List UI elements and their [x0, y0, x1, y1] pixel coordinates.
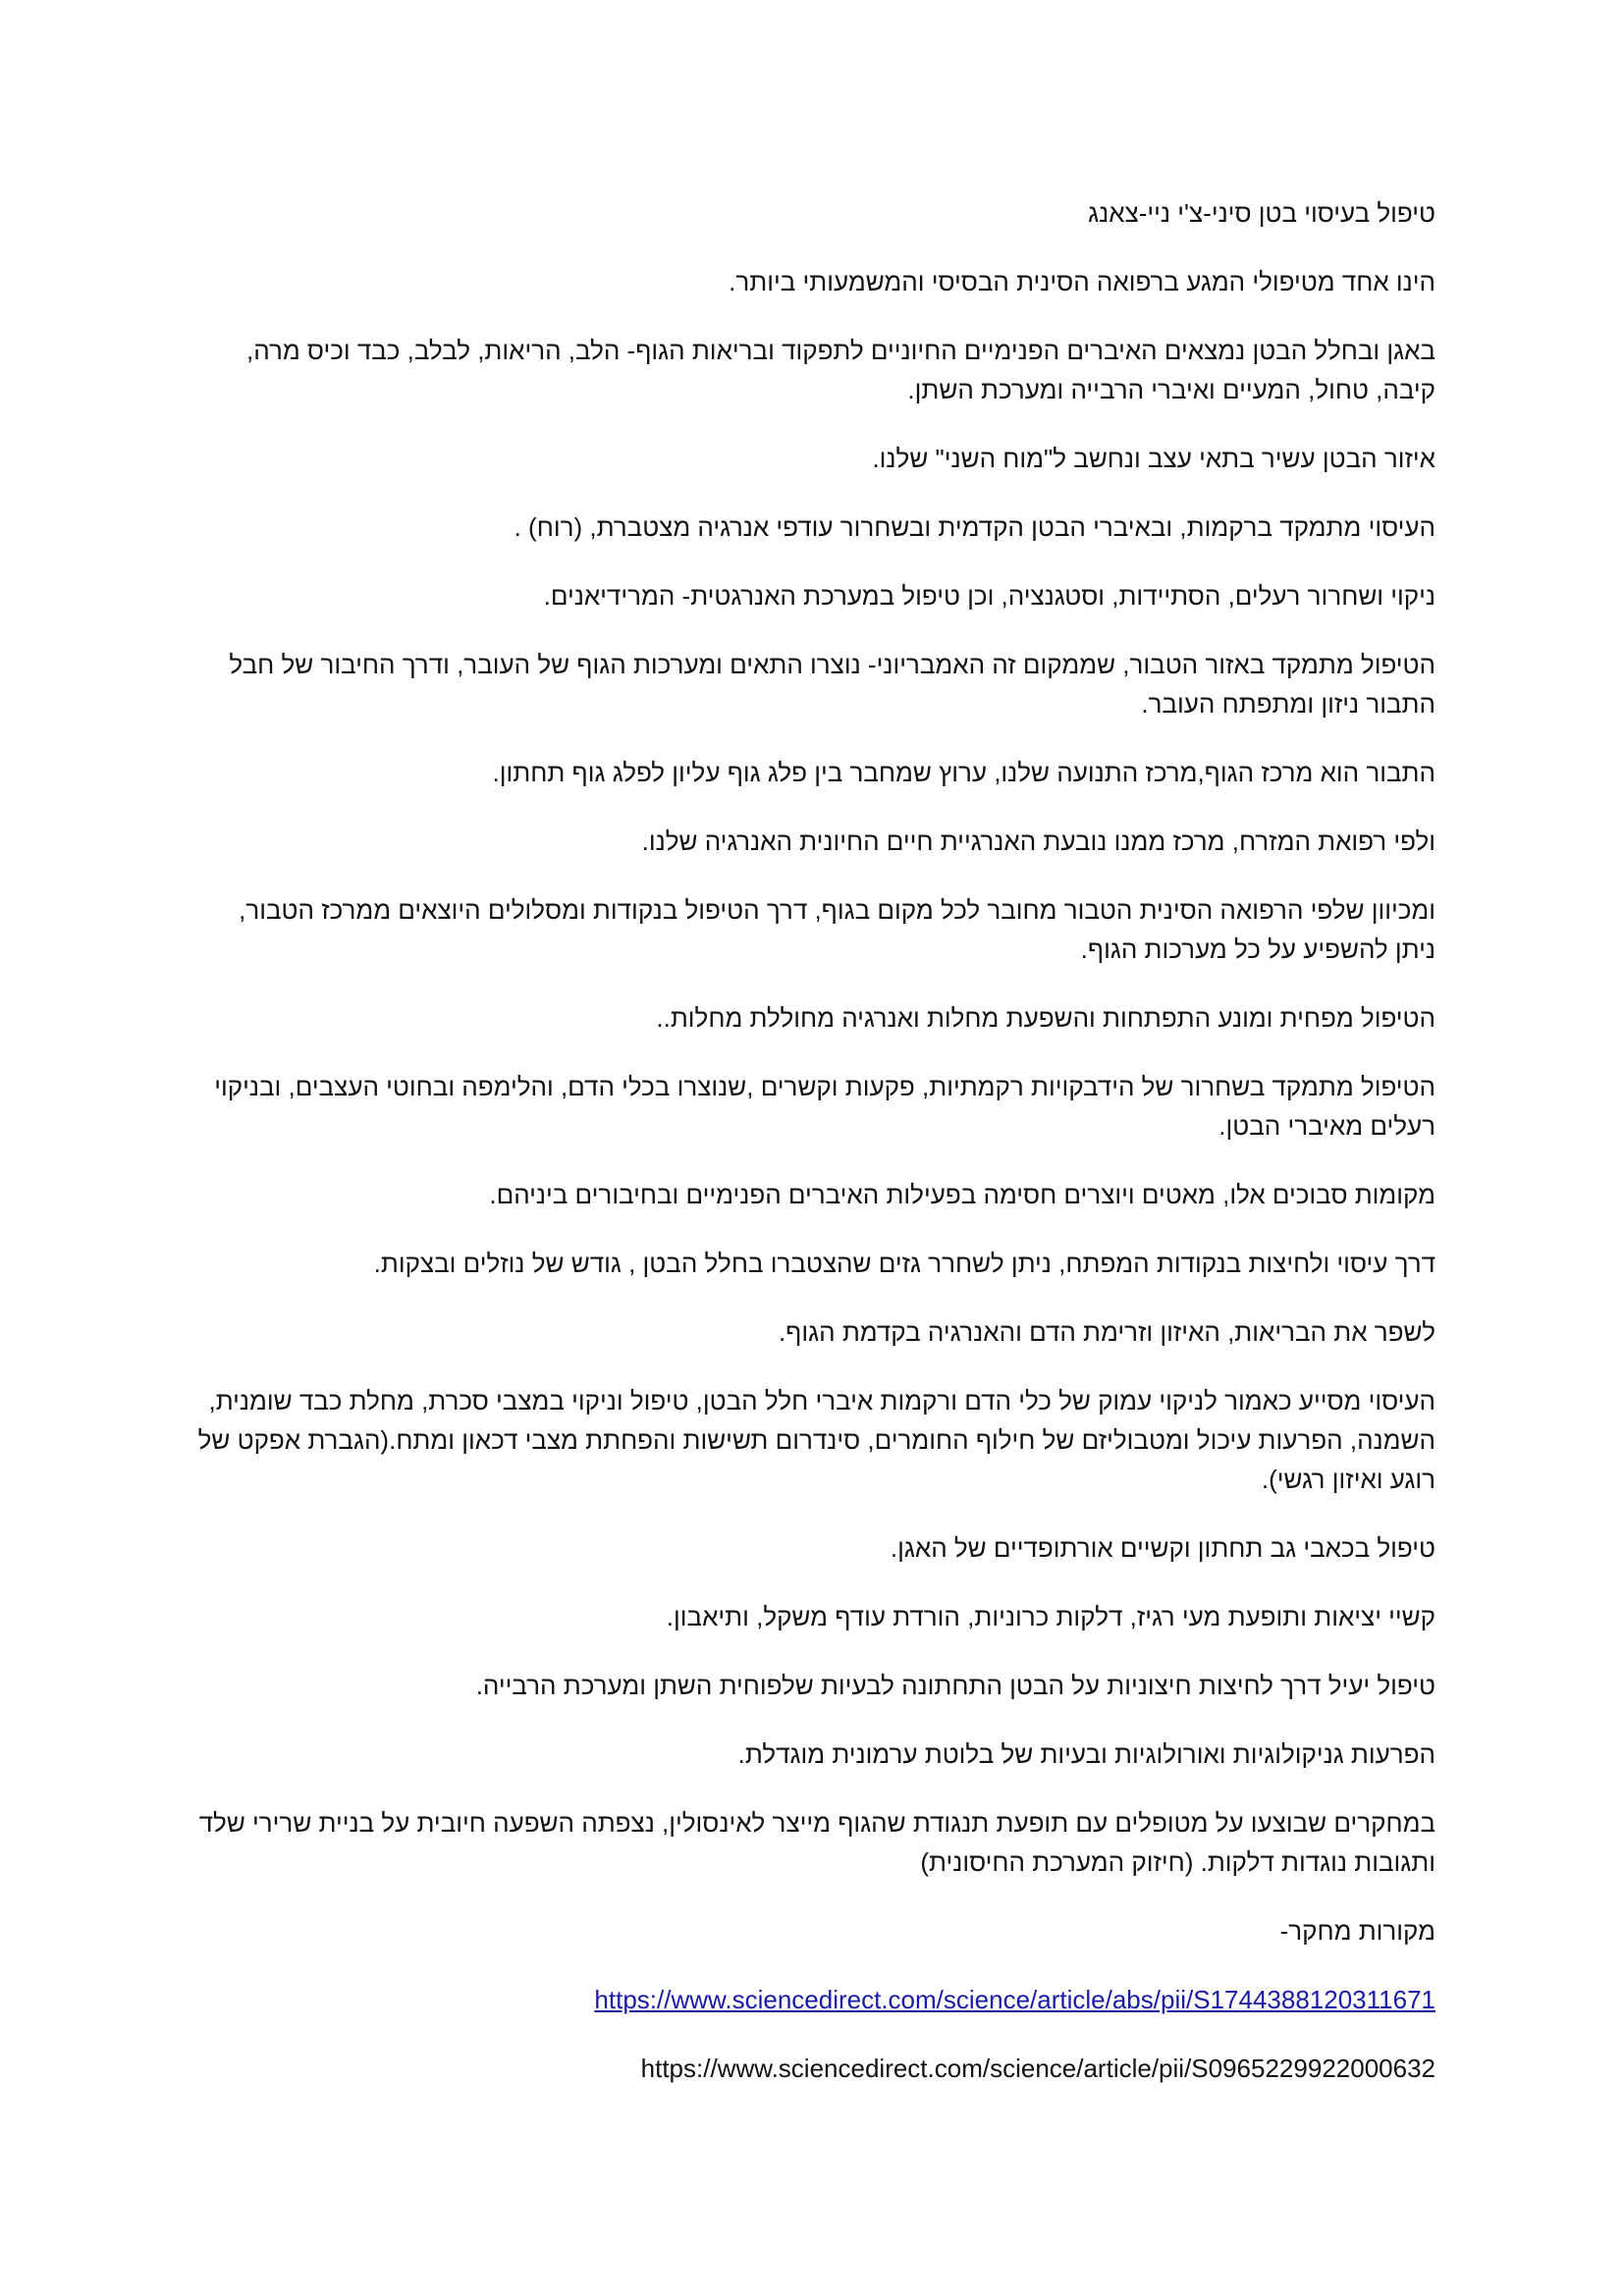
paragraph-12: מקומות סבוכים אלו, מאטים ויוצרים חסימה בפעילות האיברים הפנימיים ובחיבורים ביניהם. — [489, 1180, 1435, 1209]
paragraph-5: ניקוי ושחרור רעלים, הסתיידות, וסטגנציה, וכן טיפול במערכת האנרגטית- המרידיאנים. — [543, 581, 1435, 611]
paragraph-1: הינו אחד מטיפולי המגע ברפואה הסינית הבסיסי והמשמעותי ביותר. — [729, 267, 1435, 296]
paragraph-7: התבור הוא מרכז הגוף,מרכז התנועה שלנו, ערוץ שמחבר בין פלג גוף עליון לפלג גוף תחתון. — [492, 758, 1435, 787]
source-link-row — [196, 1980, 1435, 2019]
paragraph-4: העיסוי מתמקד ברקמות, ובאיברי הבטן הקדמית ובשחרור עודפי אנרגיה מצטברת, (רוח) . — [514, 512, 1435, 542]
paragraph-19: הפרעות גניקולוגיות ואורולוגיות ובעיות של בלוטת ערמונית מוגדלת. — [737, 1739, 1435, 1769]
source-link[interactable]: https://www.sciencedirect.com/science/article/abs/pii/S1744388120311671 — [594, 1985, 1435, 2014]
paragraph-20: במחקרים שבוצעו על מטופלים עם תופעת תנגודת שהגוף מייצר לאינסולין, נצפתה השפעה חיובית על בניית שרירי שלד ותגובות נוגדות דלקות. (חיזוק המערכת החיסונית) — [198, 1808, 1435, 1877]
sources-heading: מקורות מחקר- — [1279, 1916, 1435, 1946]
paragraph-13: דרך עיסוי ולחיצות בנקודות המפתח, ניתן לשחרר גזים שהצטברו בחלל הבטן , גודש של נוזלים ובצקות. — [373, 1249, 1435, 1278]
paragraph-3: איזור הבטן עשיר בתאי עצב ונחשב ל"מוח השני" שלנו. — [872, 444, 1435, 473]
paragraph-2: באגן ובחלל הבטן נמצאים האיברים הפנימיים החיוניים לתפקוד ובריאות הגוף- הלב, הריאות, לבלב, כבד וכיס מרה, קיבה, טחול, המעיים ואיברי הרבייה ומערכת השתן. — [246, 336, 1435, 404]
source-url-text: https://www.sciencedirect.com/science/article/pii/S0965229922000632 — [640, 2054, 1435, 2083]
paragraph-6: הטיפול מתמקד באזור הטבור, שממקום זה האמבריוני- נוצרו התאים ומערכות הגוף של העובר, ודרך החיבור של חבל התבור ניזון ומתפתח העובר. — [229, 650, 1435, 719]
paragraph-9: ומכיוון שלפי הרפואה הסינית הטבור מחובר לכל מקום בגוף, דרך הטיפול בנקודות ומסלולים היוצאים ממרכז הטבור, ניתן להשפיע על כל מערכות הגוף. — [239, 895, 1435, 964]
document-title: טיפול בעיסוי בטן סיני-צ'י ניי-צאנג — [1088, 198, 1435, 228]
paragraph-10: הטיפול מפחית ומונע התפתחות והשפעת מחלות ואנרגיה מחוללת מחלות.. — [656, 1003, 1435, 1033]
paragraph-18: טיפול יעיל דרך לחיצות חיצוניות על הבטן התחתונה לבעיות שלפוחית השתן ומערכת הרבייה. — [475, 1671, 1435, 1700]
paragraph-15: העיסוי מסייע כאמור לניקוי עמוק של כלי הדם ורקמות איברי חלל הבטן, טיפול וניקוי במצבי סכרת, מחלת כבד שומנית, השמנה, הפרעות עיכול ומטבוליזם של חילוף החומרים, סינדרום תשישות והפחתת מצבי דכאון ומתח.(הגברת אפקט של רוגע ואיזון רגשי). — [197, 1386, 1435, 1494]
paragraph-14: לשפר את הבריאות, האיזון וזרימת הדם והאנרגיה בקדמת הגוף. — [778, 1317, 1435, 1347]
paragraph-17: קשיי יציאות ותופעת מעי רגיז, דלקות כרוניות, הורדת עודף משקל, ותיאבון. — [666, 1602, 1435, 1631]
paragraph-16: טיפול בכאבי גב תחתון וקשיים אורתופדיים של האגן. — [890, 1533, 1435, 1563]
paragraph-11: הטיפול מתמקד בשחרור של הידבקויות רקמתיות, פקעות וקשרים ,שנוצרו בכלי הדם, והלימפה ובחוטי העצבים, ובניקוי רעלים מאיברי הבטן. — [214, 1072, 1435, 1141]
document-body — [196, 193, 1435, 2088]
paragraph-8: ולפי רפואת המזרח, מרכז ממנו נובעת האנרגיית חיים החיונית האנרגיה שלנו. — [641, 827, 1435, 856]
